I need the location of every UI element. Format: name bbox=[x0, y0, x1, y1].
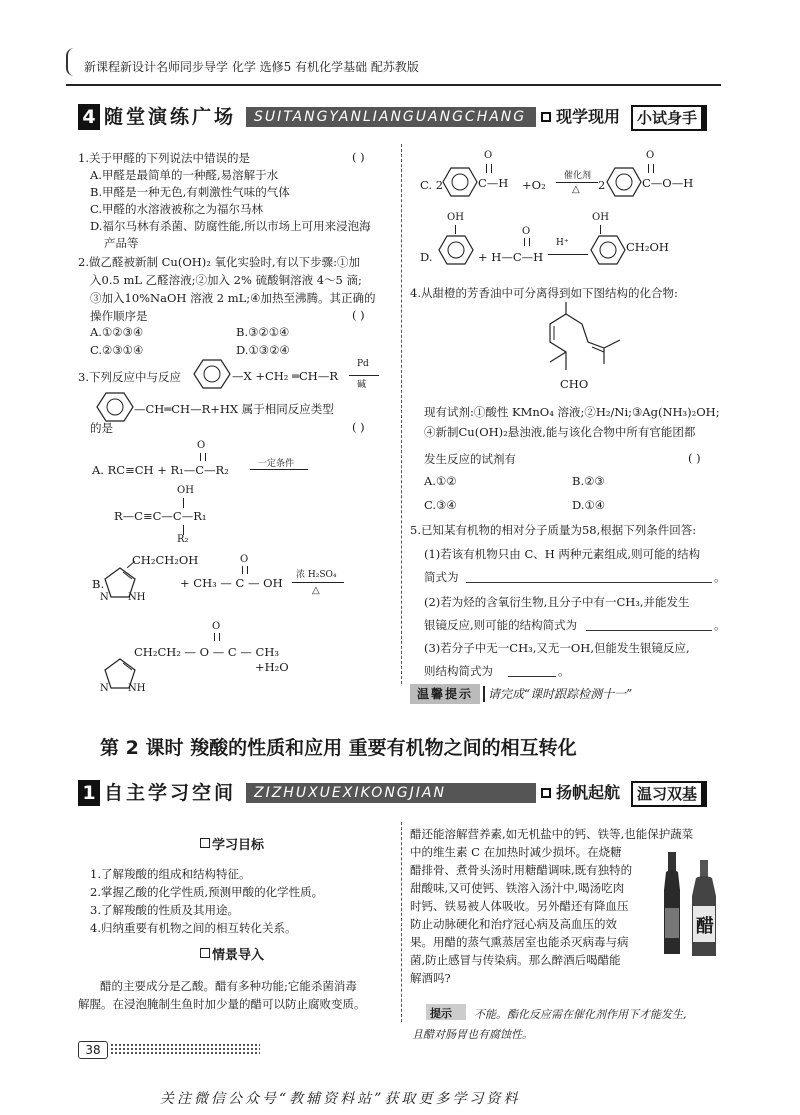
vinegar-text-line: 醋排骨、煮骨头汤时用糖醋调味,既有独特的 bbox=[410, 863, 633, 877]
q3-line-2: —CH═CH—R+HX 属于相同反应类型 bbox=[134, 402, 334, 416]
q2-line-4: 操作顺序是 bbox=[90, 309, 148, 323]
vinegar-text-line: 菌,防止感冒与传染病。那么醉酒后喝醋能 bbox=[410, 953, 621, 967]
q3c-two: 2 bbox=[598, 178, 606, 192]
q3a-r2: R₂ bbox=[177, 534, 189, 545]
goal-item: 3.了解羧酸的性质及其用途。 bbox=[90, 903, 239, 917]
reaction-arrow bbox=[250, 469, 308, 470]
q3b-n2: N bbox=[100, 683, 109, 694]
q4-option-a: A.①② bbox=[424, 474, 457, 488]
q3c-label: C. 2 bbox=[420, 178, 444, 192]
vinegar-text-line: 中的维生素 C 在加热时减少损坏。在烧糖 bbox=[410, 845, 622, 859]
q3b-product-o: O bbox=[212, 621, 221, 632]
q4-option-b: B.②③ bbox=[572, 474, 605, 488]
q3c-condition: 催化剂 bbox=[564, 171, 592, 181]
q2-option-b: B.③②①④ bbox=[236, 325, 290, 339]
double-bond bbox=[242, 566, 248, 574]
q1-paren: ( ) bbox=[352, 150, 365, 164]
q5-part2-b: 银镜反应,则可能的结构简式为 bbox=[424, 618, 578, 632]
q3d-label: D. bbox=[420, 250, 433, 264]
q4-line-3: 发生反应的试剂有 bbox=[424, 452, 516, 466]
q5-stem: 5.已知某有机物的相对分子质量为58,根据下列条件回答: bbox=[410, 523, 697, 537]
bullet-square-icon bbox=[200, 948, 210, 958]
q3c-o2: +O₂ bbox=[522, 178, 546, 192]
lesson-title: 第 2 课时 羧酸的性质和应用 重要有机物之间的相互转化 bbox=[100, 737, 577, 759]
q3a-oh: OH bbox=[177, 485, 194, 496]
q5-period-3: 。 bbox=[558, 664, 570, 678]
q3c-cooh-o: O bbox=[646, 150, 655, 161]
section-tag: 扬帆起航 bbox=[556, 783, 621, 802]
q3a-condition: 一定条件 bbox=[258, 459, 295, 469]
dotted-band bbox=[110, 1043, 260, 1055]
q3b-nh: NH bbox=[128, 592, 146, 603]
section-tag-boxed: 小试身手 bbox=[631, 105, 707, 131]
q5-part1-b: 简式为 bbox=[424, 570, 459, 584]
q2-paren: ( ) bbox=[352, 308, 365, 322]
q3-cond-top: Pd bbox=[357, 359, 369, 369]
q2-line-1: 2.做乙醛被新制 Cu(OH)₂ 氧化实验时,有以下步骤:①加 bbox=[78, 255, 361, 269]
q3-line-3: 的是 bbox=[90, 421, 113, 435]
column-divider bbox=[401, 822, 402, 1022]
q5-part2-a: (2)若为烃的含氧衍生物,且分子中有一CH₃,并能发生 bbox=[424, 595, 690, 609]
bullet-square-icon bbox=[200, 838, 210, 848]
benzene-ring-icon bbox=[606, 166, 642, 198]
q2-option-a: A.①②③④ bbox=[90, 325, 144, 339]
q1-stem: 1.关于甲醛的下列说法中错误的是 bbox=[78, 151, 250, 165]
terpene-structure-icon bbox=[536, 300, 626, 378]
vinegar-text-line: 果。用醋的蒸气熏蒸居室也能杀灭病毒与病 bbox=[410, 935, 629, 949]
q3d-ch2oh: CH₂OH bbox=[626, 240, 669, 254]
vinegar-bottles-image bbox=[662, 850, 722, 958]
reaction-arrow bbox=[548, 254, 588, 255]
q3-line-1a: 3.下列反应中与反应 bbox=[78, 370, 181, 384]
q3b-label: B. bbox=[92, 577, 105, 591]
q3d-reagent: + H—C—H bbox=[478, 250, 544, 264]
q3b-condition: 浓 H₂SO₄ bbox=[296, 570, 337, 580]
page-number: 38 bbox=[78, 1041, 108, 1059]
double-bond bbox=[214, 633, 220, 641]
section-pinyin: ZIZHUXUEXIKONGJIAN bbox=[246, 783, 536, 803]
double-bond bbox=[524, 238, 530, 246]
tip-line-1: 不能。酯化反应需在催化剂作用下才能发生, bbox=[474, 1008, 687, 1021]
q3b-nh2: NH bbox=[128, 683, 146, 694]
section-number: 4 bbox=[78, 104, 100, 130]
footer-note: 关注微信公众号“教辅资料站”获取更多学习资料 bbox=[160, 1091, 521, 1107]
section-pinyin: SUITANGYANLIANGUANGCHANG bbox=[246, 107, 536, 127]
section-number: 1 bbox=[78, 780, 100, 806]
q1-option-d-cont: 产品等 bbox=[104, 236, 139, 250]
goal-item: 4.归纳重要有机物之间的相互转化关系。 bbox=[90, 921, 297, 935]
q1-option-a: A.甲醛是最简单的一种醛,易溶解于水 bbox=[90, 168, 279, 182]
square-icon bbox=[541, 788, 551, 798]
goals-heading: 学习目标 bbox=[212, 838, 265, 853]
answer-blank[interactable] bbox=[508, 676, 556, 677]
q3-paren: ( ) bbox=[352, 420, 365, 434]
q4-stem: 4.从甜橙的芳香油中可分离得到如下图结构的化合物: bbox=[410, 286, 678, 300]
q3b-acid: + CH₃ — C — OH bbox=[180, 576, 283, 590]
q4-option-c: C.③④ bbox=[424, 498, 457, 512]
section-tag: 现学现用 bbox=[556, 107, 621, 126]
vinegar-text-line: 醋还能溶解营养素,如无机盐中的钙、铁等,也能保护蔬菜 bbox=[410, 827, 694, 841]
square-icon bbox=[541, 112, 551, 122]
vinegar-text-line: 时钙、铁易被人体吸收。另外醋还有降血压 bbox=[410, 899, 629, 913]
q5-part1-a: (1)若该有机物只由 C、H 两种元素组成,则可能的结构 bbox=[424, 547, 701, 561]
scene-line-2: 解腥。在浸泡腌制生鱼时加少量的醋可以防止腐败变质。 bbox=[78, 997, 366, 1011]
q3d-product-oh: OH bbox=[592, 212, 609, 223]
reminder-box bbox=[410, 684, 720, 704]
q3b-n: N bbox=[100, 592, 109, 603]
q4-option-d: D.①④ bbox=[572, 498, 606, 512]
q3d-formaldehyde-o: O bbox=[522, 226, 531, 237]
double-bond bbox=[648, 164, 654, 173]
header-rule bbox=[66, 84, 721, 86]
scene-line-1: 醋的主要成分是乙酸。醋有多种功能;它能杀菌消毒 bbox=[100, 979, 357, 993]
tip-line-2: 且醋对肠胃也有腐蚀性。 bbox=[412, 1028, 533, 1041]
vinegar-text-line: 防止动脉硬化和治疗冠心病及高血压的效 bbox=[410, 917, 617, 931]
q4-line-1: 现有试剂:①酸性 KMnO₄ 溶液;②H₂/Ni;③Ag(NH₃)₂OH; bbox=[424, 405, 720, 419]
reminder-text: 请完成“课时跟踪检测十一” bbox=[488, 687, 633, 701]
q3b-substituent: CH₂CH₂OH bbox=[132, 553, 199, 567]
answer-blank[interactable] bbox=[586, 630, 712, 631]
q3a-reactants: A. RC≡CH + R₁—C—R₂ bbox=[92, 463, 229, 477]
q1-option-d: D.福尔马林有杀菌、防腐性能,所以市场上可用来浸泡海 bbox=[90, 219, 371, 233]
q5-part3-b: 则结构简式为 bbox=[424, 664, 493, 678]
benzene-ring-icon bbox=[193, 358, 231, 390]
goal-item: 1.了解羧酸的组成和结构特征。 bbox=[90, 867, 251, 881]
vinegar-text-line: 解酒吗? bbox=[410, 971, 451, 985]
scene-heading: 情景导入 bbox=[212, 948, 265, 963]
q3c-aldehyde: C—H bbox=[478, 176, 509, 190]
q5-part3-a: (3)若分子中无一CH₃,又无一OH,但能发生银镜反应, bbox=[424, 641, 690, 655]
q2-option-c: C.②③①④ bbox=[90, 343, 144, 357]
bottle-label: 醋 bbox=[696, 916, 714, 937]
q3a-carbonyl-o: O bbox=[197, 440, 206, 451]
q3-line-1b: —X +CH₂ ═CH—R bbox=[232, 369, 338, 383]
section-banner-self-study bbox=[78, 780, 718, 806]
bookmark-bracket bbox=[66, 48, 74, 76]
reaction-arrow bbox=[349, 375, 379, 376]
bond bbox=[183, 498, 184, 508]
q4-paren: ( ) bbox=[688, 451, 701, 465]
bond bbox=[600, 225, 601, 234]
benzene-ring-icon bbox=[96, 391, 134, 423]
reaction-arrow bbox=[292, 582, 344, 583]
q3b-product: CH₂CH₂ — O — C — CH₃ bbox=[134, 645, 279, 659]
answer-blank[interactable] bbox=[466, 582, 712, 583]
q3b-water: +H₂O bbox=[255, 660, 289, 674]
q5-period-2: 。 bbox=[714, 618, 726, 632]
q3d-oh: OH bbox=[447, 212, 464, 223]
benzene-ring-icon bbox=[438, 234, 474, 266]
q2-line-2: 入0.5 mL 乙醛溶液;②加入 2% 硫酸铜溶液 4～5 滴; bbox=[90, 273, 362, 287]
q1-option-c: C.甲醛的水溶液被称之为福尔马林 bbox=[90, 202, 264, 216]
q2-line-3: ③加入10%NaOH 溶液 2 mL;④加热至沸腾。其正确的 bbox=[90, 291, 376, 305]
benzene-ring-icon bbox=[590, 234, 626, 266]
q3c-delta: △ bbox=[572, 184, 580, 195]
reaction-arrow bbox=[556, 182, 598, 183]
q3d-condition: H⁺ bbox=[556, 238, 569, 248]
q2-option-d: D.①③②④ bbox=[236, 343, 290, 357]
double-bond bbox=[486, 164, 492, 173]
q3c-acid: C—O—H bbox=[642, 176, 694, 190]
section-title: 自主学习空间 bbox=[104, 782, 237, 804]
q3a-product: R—C≡C—C—R₁ bbox=[114, 509, 207, 523]
q4-line-2: ④新制Cu(OH)₂悬浊液,能与该化合物中所有官能团都 bbox=[424, 425, 696, 439]
q4-cho: CHO bbox=[560, 377, 589, 391]
running-header: 新课程新设计名师同步导学 化学 选修5 有机化学基础 配苏教版 bbox=[84, 60, 419, 74]
benzene-ring-icon bbox=[442, 166, 478, 198]
goal-item: 2.掌握乙酸的化学性质,预测甲酸的化学性质。 bbox=[90, 885, 324, 899]
column-divider bbox=[401, 144, 402, 684]
section-title: 随堂演练广场 bbox=[104, 106, 237, 128]
q5-period-1: 。 bbox=[714, 570, 726, 584]
q3-cond-bot: 碱 bbox=[357, 380, 367, 390]
section-tag-boxed: 温习双基 bbox=[631, 781, 707, 807]
reminder-label: 温馨提示 bbox=[410, 684, 480, 704]
bond bbox=[455, 225, 456, 234]
vinegar-text-line: 甜酸味,又可使钙、铁溶入汤汁中,喝汤吃肉 bbox=[410, 881, 625, 895]
double-bond bbox=[200, 453, 206, 461]
q3b-acid-o: O bbox=[240, 554, 249, 565]
q1-option-b: B.甲醛是一种无色,有刺激性气味的气体 bbox=[90, 185, 290, 199]
tip-label: 提示 bbox=[430, 1007, 452, 1020]
section-banner-practice bbox=[78, 104, 718, 130]
reminder-separator bbox=[483, 686, 485, 702]
q3b-delta: △ bbox=[312, 585, 320, 596]
q3c-cho-o: O bbox=[484, 150, 493, 161]
